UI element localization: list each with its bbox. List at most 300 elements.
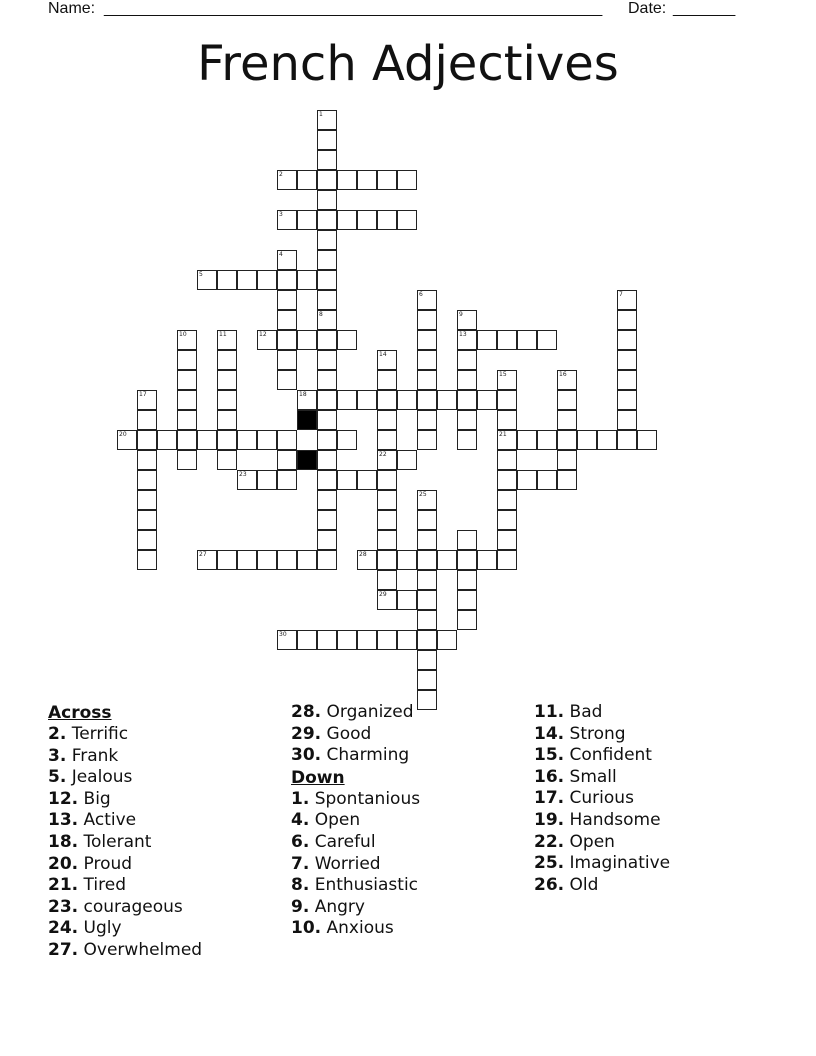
crossword-cell[interactable]: [477, 330, 497, 350]
clue-item-text: Spontanious: [314, 788, 421, 809]
crossword-cell[interactable]: [617, 350, 637, 370]
clue-item-number: 10.: [291, 918, 322, 939]
crossword-cell[interactable]: [417, 350, 437, 370]
crossword-cell[interactable]: [377, 450, 397, 470]
crossword-cell[interactable]: [237, 270, 257, 290]
crossword-cell[interactable]: [417, 610, 437, 630]
clue-item-number: 13.: [48, 810, 79, 831]
crossword-cell[interactable]: [357, 390, 377, 410]
crossword-cell[interactable]: [177, 410, 197, 430]
clue-number: 7: [619, 291, 623, 298]
clue-item-text: Handsome: [569, 809, 661, 830]
clue-item: [534, 767, 670, 789]
crossword-cell[interactable]: [617, 330, 637, 350]
crossword-cell[interactable]: [417, 530, 437, 550]
crossword-cell[interactable]: [417, 370, 437, 390]
crossword-cell[interactable]: [457, 570, 477, 590]
crossword-cell[interactable]: [337, 390, 357, 410]
crossword-cell[interactable]: [197, 270, 217, 290]
crossword-cell[interactable]: [317, 490, 337, 510]
crossword-cell[interactable]: [617, 370, 637, 390]
crossword-cell[interactable]: [417, 310, 437, 330]
crossword-cell[interactable]: [357, 470, 377, 490]
clue-item: [48, 897, 202, 919]
page-title: French Adjectives: [197, 36, 619, 92]
crossword-cell[interactable]: [557, 430, 577, 450]
crossword-cell[interactable]: [277, 330, 297, 350]
clue-item: [48, 789, 202, 811]
crossword-cell[interactable]: [377, 550, 397, 570]
clue-item-text: Open: [569, 831, 615, 852]
crossword-cell[interactable]: [317, 450, 337, 470]
crossword-cell[interactable]: [297, 170, 317, 190]
crossword-cell[interactable]: [337, 330, 357, 350]
clue-item-number: 23.: [48, 896, 79, 917]
clue-item-text: Curious: [569, 788, 634, 809]
crossword-cell[interactable]: [137, 470, 157, 490]
clue-number: 21: [499, 431, 507, 438]
crossword-cell[interactable]: [137, 510, 157, 530]
crossword-cell[interactable]: [297, 630, 317, 650]
clue-item: [48, 854, 202, 876]
crossword-cell[interactable]: [377, 510, 397, 530]
crossword-cell[interactable]: [557, 410, 577, 430]
clue-item: [534, 724, 670, 746]
name-label: Name:: [48, 0, 96, 17]
crossword-cell[interactable]: [317, 370, 337, 390]
clue-item: [534, 810, 670, 832]
crossword-cell[interactable]: [137, 410, 157, 430]
clue-number: 8: [319, 311, 323, 318]
crossword-cell[interactable]: [417, 430, 437, 450]
crossword-cell[interactable]: [277, 350, 297, 370]
crossword-cell[interactable]: [617, 310, 637, 330]
crossword-cell[interactable]: [617, 290, 637, 310]
crossword-cell[interactable]: [617, 410, 637, 430]
crossword-cell[interactable]: [417, 510, 437, 530]
crossword-cell[interactable]: [357, 630, 377, 650]
crossword-cell[interactable]: [377, 630, 397, 650]
crossword-cell[interactable]: [297, 390, 317, 410]
crossword-cell[interactable]: [457, 330, 477, 350]
clue-item-number: 14.: [534, 723, 565, 744]
crossword-cell[interactable]: [417, 670, 437, 690]
crossword-cell[interactable]: [557, 450, 577, 470]
crossword-cell[interactable]: [537, 430, 557, 450]
crossword-cell[interactable]: [157, 430, 177, 450]
clue-item-number: 5.: [48, 767, 67, 788]
crossword-cell[interactable]: [317, 530, 337, 550]
crossword-cell[interactable]: [177, 370, 197, 390]
crossword-cell[interactable]: [317, 430, 337, 450]
crossword-cell[interactable]: [377, 530, 397, 550]
crossword-cell[interactable]: [377, 390, 397, 410]
crossword-cell[interactable]: [457, 410, 477, 430]
clue-item-number: 30.: [291, 745, 322, 766]
clue-section-heading: Across: [48, 703, 112, 723]
crossword-cell[interactable]: [337, 630, 357, 650]
clue-item-number: 29.: [291, 723, 322, 744]
crossword-cell[interactable]: [217, 550, 237, 570]
clue-item-number: 2.: [48, 724, 67, 744]
crossword-cell[interactable]: [497, 450, 517, 470]
clue-item-text: Imaginative: [569, 853, 671, 874]
crossword-cell[interactable]: [177, 390, 197, 410]
crossword-cell[interactable]: [617, 430, 637, 450]
crossword-cell[interactable]: [417, 490, 437, 510]
clue-item: [291, 789, 420, 811]
crossword-cell[interactable]: [477, 390, 497, 410]
clue-number: 13: [459, 331, 467, 338]
clue-item-number: 20.: [48, 853, 79, 874]
crossword-cell[interactable]: [457, 530, 477, 550]
crossword-cell[interactable]: [257, 470, 277, 490]
clue-item: [534, 853, 670, 875]
crossword-cell[interactable]: [417, 590, 437, 610]
clue-item-text: Confident: [569, 745, 652, 766]
crossword-cell[interactable]: [277, 310, 297, 330]
crossword-cell[interactable]: [137, 490, 157, 510]
crossword-cell[interactable]: [257, 430, 277, 450]
crossword-cell[interactable]: [257, 550, 277, 570]
clue-number: 1: [319, 111, 323, 118]
crossword-cell[interactable]: [457, 390, 477, 410]
crossword-cell[interactable]: [217, 430, 237, 450]
clue-section-heading: Down: [291, 767, 345, 788]
crossword-cell[interactable]: [377, 210, 397, 230]
clue-number: 18: [299, 391, 307, 398]
crossword-cell[interactable]: [517, 470, 537, 490]
crossword-cell[interactable]: [377, 570, 397, 590]
clue-item-text: Big: [83, 788, 111, 809]
crossword-cell[interactable]: [277, 170, 297, 190]
clue-item-number: 19.: [534, 809, 565, 830]
clue-number: 29: [379, 591, 387, 598]
crossword-cell[interactable]: [517, 430, 537, 450]
crossword-cell[interactable]: [277, 370, 297, 390]
crossword-cell[interactable]: [357, 170, 377, 190]
crossword-cell[interactable]: [297, 210, 317, 230]
clue-number: 2: [279, 171, 283, 178]
crossword-cell[interactable]: [317, 630, 337, 650]
crossword-cell[interactable]: [497, 490, 517, 510]
crossword-cell[interactable]: [217, 350, 237, 370]
clue-item: [291, 810, 420, 832]
crossword-cell[interactable]: [257, 270, 277, 290]
clue-item-number: 27.: [48, 939, 79, 960]
crossword-cell[interactable]: [417, 390, 437, 410]
clue-item-number: 28.: [291, 702, 322, 722]
crossword-cell[interactable]: [537, 470, 557, 490]
crossword-cell[interactable]: [317, 310, 337, 330]
date-label: Date:: [628, 0, 667, 17]
clue-number: 12: [259, 331, 267, 338]
crossword-cell[interactable]: [457, 550, 477, 570]
crossword-cell[interactable]: [537, 330, 557, 350]
crossword-cell[interactable]: [217, 370, 237, 390]
crossword-cell[interactable]: [417, 570, 437, 590]
clue-item-text: Charming: [326, 745, 410, 766]
crossword-cell[interactable]: [397, 550, 417, 570]
crossword-cell[interactable]: [457, 350, 477, 370]
crossword-cell[interactable]: [397, 390, 417, 410]
crossword-cell[interactable]: [277, 290, 297, 310]
crossword-cell[interactable]: [617, 390, 637, 410]
crossword-cell[interactable]: [417, 550, 437, 570]
crossword-cell[interactable]: [497, 330, 517, 350]
clue-item-text: Strong: [569, 723, 626, 744]
clue-column-2: [291, 702, 420, 940]
crossword-cell[interactable]: [237, 470, 257, 490]
clue-number: 22: [379, 451, 387, 458]
crossword-cell[interactable]: [297, 270, 317, 290]
crossword-cell[interactable]: [457, 430, 477, 450]
clue-item-number: 15.: [534, 745, 565, 766]
clue-number: 5: [199, 271, 203, 278]
clue-item: [48, 875, 202, 897]
crossword-cell[interactable]: [317, 250, 337, 270]
clue-item-text: Proud: [83, 853, 133, 874]
clue-item-text: Frank: [71, 745, 119, 766]
crossword-cell[interactable]: [377, 590, 397, 610]
crossword-cell[interactable]: [437, 630, 457, 650]
crossword-cell[interactable]: [317, 350, 337, 370]
clue-item: [534, 788, 670, 810]
clue-item-number: 3.: [48, 745, 67, 766]
clue-item: [291, 918, 420, 940]
crossword-cell[interactable]: [317, 150, 337, 170]
clue-number: 27: [199, 551, 207, 558]
clue-item-number: 8.: [291, 875, 310, 896]
crossword-cell[interactable]: [317, 510, 337, 530]
clue-item-number: 6.: [291, 831, 310, 852]
crossword-cell[interactable]: [497, 530, 517, 550]
clue-number: 28: [359, 551, 367, 558]
crossword-cell[interactable]: [337, 470, 357, 490]
clue-item-text: Angry: [314, 896, 365, 917]
crossword-cell[interactable]: [377, 470, 397, 490]
clue-item: [534, 702, 670, 724]
clue-item-text: Terrific: [71, 724, 129, 744]
clue-item-text: Open: [314, 810, 361, 831]
clue-number: 3: [279, 211, 283, 218]
date-field[interactable]: _______: [673, 0, 736, 17]
crossword-cell[interactable]: [277, 250, 297, 270]
crossword-cell[interactable]: [417, 410, 437, 430]
name-field[interactable]: ________________________________________________________: [104, 0, 603, 17]
crossword-cell[interactable]: [397, 630, 417, 650]
clue-item-number: 17.: [534, 788, 565, 809]
crossword-cell[interactable]: [217, 330, 237, 350]
crossword-cell[interactable]: [577, 430, 597, 450]
crossword-cell[interactable]: [557, 370, 577, 390]
crossword-cell[interactable]: [317, 170, 337, 190]
crossword-cell[interactable]: [417, 330, 437, 350]
crossword-cell[interactable]: [277, 270, 297, 290]
clue-number: 25: [419, 491, 427, 498]
crossword-cell[interactable]: [377, 430, 397, 450]
clue-item-text: Good: [326, 723, 372, 744]
crossword-cell[interactable]: [217, 270, 237, 290]
crossword-cell[interactable]: [317, 290, 337, 310]
crossword-cell[interactable]: [237, 550, 257, 570]
crossword-cell[interactable]: [317, 270, 337, 290]
clue-item: [48, 767, 202, 789]
crossword-cell[interactable]: [557, 470, 577, 490]
clue-number: 14: [379, 351, 387, 358]
crossword-cell[interactable]: [377, 410, 397, 430]
crossword-cell[interactable]: [497, 550, 517, 570]
crossword-cell[interactable]: [597, 430, 617, 450]
crossword-cell[interactable]: [277, 550, 297, 570]
clue-number: 10: [179, 331, 187, 338]
clue-item: [291, 832, 420, 854]
crossword-cell[interactable]: [277, 450, 297, 470]
clue-item-text: Anxious: [326, 918, 394, 939]
clue-item: [291, 854, 420, 876]
crossword-cell[interactable]: [277, 430, 297, 450]
crossword-cell[interactable]: [137, 430, 157, 450]
clue-item-number: 12.: [48, 788, 79, 809]
crossword-cell[interactable]: [297, 330, 317, 350]
crossword-cell[interactable]: [317, 550, 337, 570]
clue-item: [48, 724, 202, 746]
clue-item-number: 9.: [291, 896, 310, 917]
crossword-cell[interactable]: [317, 390, 337, 410]
black-square: [297, 410, 317, 430]
crossword-cell[interactable]: [217, 410, 237, 430]
clue-item: [48, 940, 202, 962]
clue-item: [534, 875, 670, 897]
crossword-cell[interactable]: [397, 590, 417, 610]
clue-number: 11: [219, 331, 227, 338]
crossword-cell[interactable]: [497, 390, 517, 410]
crossword-cell[interactable]: [137, 530, 157, 550]
clue-item: [291, 897, 420, 919]
clue-item-text: Active: [83, 810, 137, 831]
clue-column-3: [534, 702, 670, 896]
crossword-cell[interactable]: [237, 430, 257, 450]
crossword-cell[interactable]: [197, 430, 217, 450]
crossword-cell[interactable]: [397, 170, 417, 190]
crossword-cell[interactable]: [497, 370, 517, 390]
crossword-cell[interactable]: [177, 350, 197, 370]
clue-number: 23: [239, 471, 247, 478]
crossword-cell[interactable]: [357, 550, 377, 570]
crossword-cell[interactable]: [457, 370, 477, 390]
clue-column-1: [48, 702, 202, 962]
crossword-cell[interactable]: [277, 630, 297, 650]
crossword-cell[interactable]: [557, 390, 577, 410]
clue-number: 15: [499, 371, 507, 378]
clue-item-text: Tolerant: [83, 831, 152, 852]
clue-item: [291, 724, 420, 746]
clue-item-number: 18.: [48, 831, 79, 852]
clue-item: [48, 832, 202, 854]
crossword-cell[interactable]: [137, 390, 157, 410]
crossword-cell[interactable]: [317, 110, 337, 130]
clue-item-text: Jealous: [71, 767, 133, 788]
crossword-cell[interactable]: [317, 410, 337, 430]
crossword-cell[interactable]: [457, 310, 477, 330]
crossword-cell[interactable]: [317, 470, 337, 490]
crossword-cell[interactable]: [117, 430, 137, 450]
crossword-cell[interactable]: [457, 590, 477, 610]
crossword-cell[interactable]: [377, 350, 397, 370]
crossword-cell[interactable]: [217, 450, 237, 470]
crossword-cell[interactable]: [317, 230, 337, 250]
crossword-cell[interactable]: [337, 170, 357, 190]
crossword-cell[interactable]: [637, 430, 657, 450]
clue-number: 30: [279, 631, 287, 638]
crossword-cell[interactable]: [317, 130, 337, 150]
clue-item-number: 25.: [534, 853, 565, 874]
crossword-cell[interactable]: [257, 330, 277, 350]
crossword-cell[interactable]: [277, 210, 297, 230]
crossword-cell[interactable]: [337, 210, 357, 230]
crossword-cell[interactable]: [317, 190, 337, 210]
crossword-cell[interactable]: [497, 410, 517, 430]
clue-item-text: courageous: [83, 896, 183, 917]
crossword-cell[interactable]: [137, 550, 157, 570]
crossword-cell[interactable]: [377, 170, 397, 190]
crossword-cell[interactable]: [197, 550, 217, 570]
crossword-cell[interactable]: [217, 390, 237, 410]
crossword-cell[interactable]: [517, 330, 537, 350]
crossword-cell[interactable]: [137, 450, 157, 470]
crossword-cell[interactable]: [437, 550, 457, 570]
clue-number: 20: [119, 431, 127, 438]
crossword-cell[interactable]: [297, 550, 317, 570]
clue-number: 16: [559, 371, 567, 378]
crossword-cell[interactable]: [497, 430, 517, 450]
crossword-cell[interactable]: [317, 330, 337, 350]
crossword-cell[interactable]: [457, 610, 477, 630]
clue-item-text: Bad: [569, 702, 603, 722]
clue-item-number: 22.: [534, 831, 565, 852]
crossword-cell[interactable]: [177, 330, 197, 350]
crossword-cell[interactable]: [497, 510, 517, 530]
clue-item-text: Small: [569, 766, 617, 787]
crossword-cell[interactable]: [337, 430, 357, 450]
clue-item: [48, 810, 202, 832]
crossword-cell[interactable]: [317, 210, 337, 230]
crossword-cell[interactable]: [437, 390, 457, 410]
crossword-cell[interactable]: [277, 470, 297, 490]
clue-item-text: Careful: [314, 831, 376, 852]
clue-item-number: 1.: [291, 788, 310, 809]
clue-number: 6: [419, 291, 423, 298]
crossword-cell[interactable]: [177, 450, 197, 470]
crossword-cell[interactable]: [177, 430, 197, 450]
crossword-cell[interactable]: [417, 650, 437, 670]
crossword-cell[interactable]: [377, 490, 397, 510]
crossword-cell[interactable]: [397, 450, 417, 470]
clue-item-number: 11.: [534, 702, 565, 722]
clue-item-number: 4.: [291, 810, 310, 831]
crossword-cell[interactable]: [357, 210, 377, 230]
clue-item-text: Enthusiastic: [314, 875, 419, 896]
clue-item-text: Ugly: [83, 918, 122, 939]
clue-number: 4: [279, 251, 283, 258]
crossword-cell[interactable]: [497, 470, 517, 490]
crossword-cell[interactable]: [417, 630, 437, 650]
crossword-cell[interactable]: [397, 210, 417, 230]
clue-number: 17: [139, 391, 147, 398]
crossword-cell[interactable]: [417, 290, 437, 310]
crossword-cell[interactable]: [377, 370, 397, 390]
crossword-cell[interactable]: [477, 550, 497, 570]
